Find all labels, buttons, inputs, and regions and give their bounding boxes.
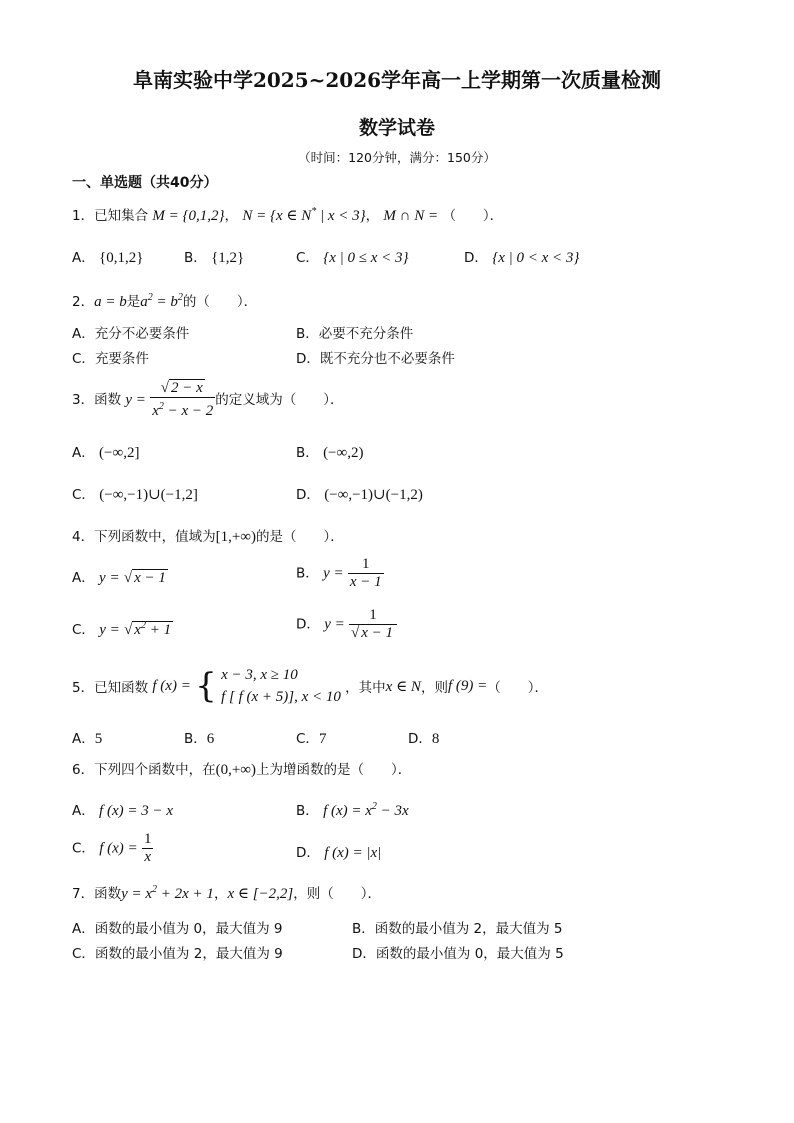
exam-time-info: （时间：120分钟，满分：150分） xyxy=(298,150,496,165)
q2-option-c xyxy=(72,347,149,367)
option-text-a: f (x) = x xyxy=(323,803,372,819)
q4-option-d xyxy=(296,607,397,642)
q7-tail: ，则（ ）． xyxy=(293,886,381,902)
q4-option-a xyxy=(72,566,168,587)
option-prefix: y = xyxy=(99,570,120,586)
option-text: (−∞,−1)∪(−1,2) xyxy=(324,487,423,503)
option-fraction xyxy=(348,556,384,591)
option-label: C． xyxy=(72,946,95,962)
option-label: B． xyxy=(296,326,319,342)
sqrt-body xyxy=(132,621,173,638)
sqrt-body: x − 1 xyxy=(361,625,394,641)
fraction-denominator: x − 1 xyxy=(349,574,382,590)
option-prefix: f (x) = xyxy=(99,840,138,857)
q2-sup-2: 2 xyxy=(177,292,183,303)
q2-cond2-b: = b xyxy=(152,294,178,310)
sqrt-sup: 2 xyxy=(140,620,146,631)
option-prefix: y = xyxy=(324,616,345,633)
q3-option-a xyxy=(72,441,139,462)
option-label: A． xyxy=(72,731,95,747)
option-sup: 2 xyxy=(371,801,377,812)
q2-option-b xyxy=(296,322,413,342)
exam-subtitle: 数学试卷 xyxy=(358,117,435,139)
section-heading: 一、单选题（共40分） xyxy=(72,175,218,191)
option-label: B． xyxy=(184,731,207,747)
question-4-stem xyxy=(72,525,344,546)
q1-set-n-star: * xyxy=(311,206,317,217)
option-label: D． xyxy=(352,946,376,962)
q6-option-d xyxy=(296,841,381,862)
option-label: D． xyxy=(296,616,320,633)
q1-sep-2: ， xyxy=(365,208,380,224)
q1-option-c xyxy=(296,246,409,267)
question-5-stem xyxy=(72,664,548,708)
q5-ask: f (9) = xyxy=(447,677,488,694)
option-label: B． xyxy=(352,921,375,937)
option-prefix: y = xyxy=(99,622,120,638)
option-label: B． xyxy=(296,803,319,819)
option-text: {1,2} xyxy=(211,250,245,266)
option-text: 必要不充分条件 xyxy=(318,326,414,342)
q6-interval: (0,+∞) xyxy=(215,762,256,778)
option-label: D． xyxy=(296,487,320,503)
question-1-stem xyxy=(72,204,503,225)
q4-range: [1,+∞) xyxy=(215,529,256,545)
q2-sup-1: 2 xyxy=(147,292,153,303)
q5-then: ，则 xyxy=(420,680,448,696)
q6-option-a xyxy=(72,799,173,820)
q6-prefix: 6．下列四个函数中，在 xyxy=(72,762,216,778)
option-text: 既不充分也不必要条件 xyxy=(319,351,455,367)
q2-condition-2 xyxy=(140,294,183,310)
option-label: A． xyxy=(72,326,95,342)
option-text: 函数的最小值为 0，最大值为 5 xyxy=(375,946,564,962)
option-label: C． xyxy=(72,840,95,857)
option-prefix: y = xyxy=(323,565,344,582)
option-label: C． xyxy=(72,622,95,638)
q5-fx: f (x) = xyxy=(152,677,191,694)
question-6-stem xyxy=(72,758,411,779)
fraction-numerator: 1 xyxy=(348,556,384,574)
question-3-stem xyxy=(72,380,344,420)
option-sqrt: √ x − 1 xyxy=(123,570,166,586)
option-sqrt: √ $x^2 + 1$ xyxy=(124,620,172,638)
q4-option-c xyxy=(72,618,173,639)
q1-option-d xyxy=(464,246,579,267)
q5-condition: x ∈ N xyxy=(385,678,421,695)
option-label: A． xyxy=(72,250,95,266)
option-label: C． xyxy=(72,487,95,503)
option-text: {0,1,2} xyxy=(99,250,144,266)
q5-option-a xyxy=(72,727,102,748)
q2-option-a xyxy=(72,322,189,342)
q3-den-sup: 2 xyxy=(158,401,164,412)
q3-den-a: x xyxy=(152,403,159,419)
q6-tail: 上为增函数的是（ ）． xyxy=(256,762,412,778)
option-fraction xyxy=(142,831,154,866)
option-label: C． xyxy=(296,250,319,266)
option-label: D． xyxy=(296,351,320,367)
q1-ask: M ∩ N = xyxy=(383,208,439,224)
option-text: 5 xyxy=(94,731,103,747)
q1-set-n xyxy=(242,208,365,224)
question-2-stem xyxy=(72,290,257,311)
q7-option-d xyxy=(352,942,564,962)
option-label: C． xyxy=(296,731,319,747)
q3-denominator xyxy=(150,398,215,420)
q3-numerator: √ 2 − x xyxy=(150,380,215,398)
q4-prefix: 4．下列函数中，值域为 xyxy=(72,529,216,545)
q1-set-m: M = {0,1,2} xyxy=(152,208,225,224)
q1-option-a xyxy=(72,246,143,267)
q5-case-2: f [ f (x + 5)], x < 10 xyxy=(221,689,341,705)
option-text-b: − 3x xyxy=(376,803,409,819)
fraction-denominator: x xyxy=(144,849,152,865)
exam-title: 阜南实验中学2025~2026学年高一上学期第一次质量检测 xyxy=(132,68,662,92)
q4-tail: 的是（ ）． xyxy=(256,529,344,545)
q3-tail: 的定义域为（ ）． xyxy=(215,392,344,408)
q3-prefix: 3．函数 xyxy=(72,392,122,408)
q2-option-d xyxy=(296,347,455,367)
option-label: D． xyxy=(464,250,488,266)
q2-tail: 的（ ）． xyxy=(182,294,258,310)
option-text: 充分不必要条件 xyxy=(94,326,190,342)
q3-option-b xyxy=(296,441,363,462)
q5-cases xyxy=(221,664,341,708)
q5-brace: { xyxy=(195,666,217,706)
q5-option-b xyxy=(184,727,214,748)
q3-fraction xyxy=(150,380,215,420)
q7-option-b xyxy=(352,917,563,937)
q7-function xyxy=(121,886,214,902)
q7-func-sup: 2 xyxy=(152,884,158,895)
fraction-numerator: 1 xyxy=(349,607,397,625)
q7-option-c xyxy=(72,942,283,962)
option-label: A． xyxy=(72,570,95,586)
q7-option-a xyxy=(72,917,283,937)
option-text: (−∞,2) xyxy=(323,445,364,461)
option-label: A． xyxy=(72,445,95,461)
q5-prefix: 5．已知函数 xyxy=(72,680,149,696)
q3-option-d xyxy=(296,483,423,504)
option-label: B． xyxy=(296,565,319,582)
q1-option-b xyxy=(184,246,244,267)
q1-paren: （ ）． xyxy=(442,208,504,224)
option-text: (−∞,2] xyxy=(99,445,140,461)
q1-sep: ， xyxy=(224,208,239,224)
option-label: D． xyxy=(296,845,320,861)
option-text xyxy=(323,803,409,819)
option-text: 8 xyxy=(431,731,440,747)
q3-option-c xyxy=(72,483,198,504)
q5-mid: ，其中 xyxy=(345,680,386,696)
option-label: A． xyxy=(72,921,95,937)
q7-func-b: + 2x + 1 xyxy=(157,886,214,902)
fraction-numerator: 1 xyxy=(143,831,152,847)
option-text: {x | 0 ≤ x < 3} xyxy=(323,250,409,266)
question-7-stem xyxy=(72,882,381,903)
q7-prefix: 7．函数 xyxy=(72,886,122,902)
option-text: 6 xyxy=(206,731,215,747)
q6-option-c xyxy=(72,831,153,866)
q5-option-d xyxy=(408,727,439,748)
option-text: f (x) = 3 − x xyxy=(99,803,174,819)
option-label: D． xyxy=(408,731,432,747)
q2-mid: 是 xyxy=(126,294,141,310)
q5-case-1: x − 3, x ≥ 10 xyxy=(221,667,298,683)
option-text: 充要条件 xyxy=(94,351,149,367)
option-text: (−∞,−1)∪(−1,2] xyxy=(99,487,198,503)
q5-paren: （ ）． xyxy=(487,680,548,696)
option-text: 函数的最小值为 2，最大值为 9 xyxy=(94,946,283,962)
q7-sep: ， xyxy=(213,886,228,902)
option-label: C． xyxy=(72,351,95,367)
q2-cond2-a: a xyxy=(140,294,148,310)
q2-number: 2． xyxy=(72,294,95,310)
q5-option-c xyxy=(296,727,326,748)
sqrt-b: + 1 xyxy=(145,622,172,638)
q6-option-b xyxy=(296,799,409,820)
q4-option-b xyxy=(296,556,384,591)
option-label: B． xyxy=(184,250,207,266)
option-label: A． xyxy=(72,803,95,819)
sqrt-body: x − 1 xyxy=(134,570,166,586)
q7-func-a: y = x xyxy=(121,886,153,902)
q2-condition: a = b xyxy=(94,294,127,310)
option-text: f (x) = |x| xyxy=(324,845,382,861)
q3-y: y = xyxy=(125,392,146,408)
option-label: B． xyxy=(296,445,319,461)
option-text: {x | 0 < x < 3} xyxy=(492,250,580,266)
fraction-denominator: √ x − 1 xyxy=(351,625,394,641)
q1-set-n-a: N = {x ∈ N xyxy=(242,208,312,224)
q3-den-b: − x − 2 xyxy=(163,403,214,419)
option-text: 7 xyxy=(318,731,327,747)
option-text: 函数的最小值为 0，最大值为 9 xyxy=(94,921,283,937)
option-fraction xyxy=(349,607,397,642)
q1-prefix: 1．已知集合 xyxy=(72,208,149,224)
sqrt-a: x xyxy=(134,622,141,638)
q3-num-sqrt: 2 − x xyxy=(170,380,203,396)
q1-set-n-b: | x < 3} xyxy=(316,208,366,224)
option-text: 函数的最小值为 2，最大值为 5 xyxy=(374,921,563,937)
q7-domain: x ∈ [−2,2] xyxy=(227,886,294,902)
